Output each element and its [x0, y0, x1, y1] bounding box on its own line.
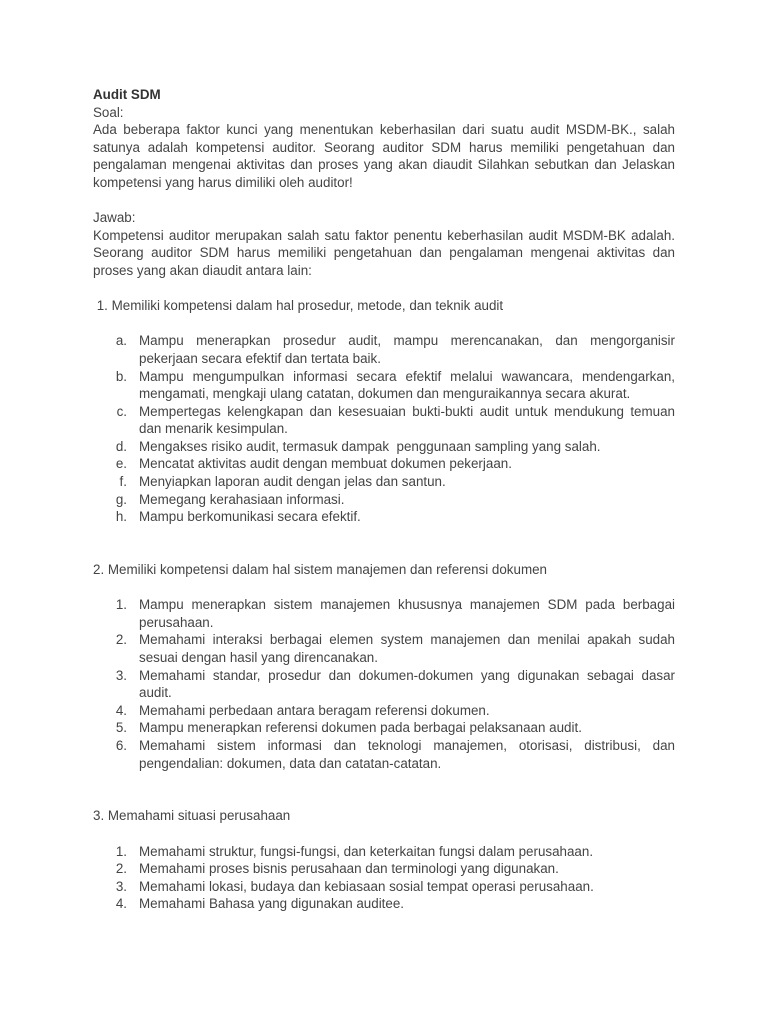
spacer: [93, 579, 675, 597]
section-heading-3: 3. Memahami situasi perusahaan: [93, 808, 291, 824]
list-item: [93, 702, 675, 720]
list-marker: 4.: [115, 896, 127, 912]
list-marker: e.: [115, 456, 127, 472]
list-item-text: Memahami perbedaan antara beragam referensi dokumen.: [139, 702, 490, 718]
list-item-text: Mempertegas kelengkapan dan kesesuaian bukti-bukti audit untuk mendukung temuan dan menarik kesimpulan.: [139, 403, 675, 437]
section-1-list: [93, 332, 675, 526]
list-item-text: Mampu menerapkan referensi dokumen pada berbagai pelaksanaan audit.: [139, 720, 582, 736]
list-marker: 1.: [115, 843, 127, 859]
list-item: [93, 491, 675, 509]
list-item-text: Memahami sistem informasi dan teknologi manajemen, otorisasi, distribusi, dan pengendalian: dokumen, data dan catatan-catatan.: [139, 737, 675, 771]
list-item: [93, 667, 675, 702]
list-item: [93, 878, 675, 896]
list-marker: h.: [115, 509, 127, 525]
section-heading-2: 2. Memiliki kompetensi dalam hal sistem manajemen dan referensi dokumen: [93, 562, 548, 578]
list-marker: f.: [119, 474, 127, 490]
list-item-text: Menyiapkan laporan audit dengan jelas dan santun.: [139, 474, 446, 490]
list-item: [93, 631, 675, 666]
list-item: [93, 596, 675, 631]
list-marker: 3.: [115, 878, 127, 894]
list-marker: b.: [115, 368, 127, 384]
list-item: [93, 332, 675, 367]
soal-text: Ada beberapa faktor kunci yang menentukan keberhasilan dari suatu audit MSDM-BK., salah satunya adalah kompetensi auditor. Seorang auditor SDM harus memiliki pengetahuan dan pengalaman mengenai aktivitas dan proses yang akan diaudit Silahkan sebutkan dan Jelaskan kompetensi yang harus dimiliki oleh auditor!: [93, 122, 675, 190]
list-marker: d.: [115, 438, 127, 454]
list-item-text: Mampu berkomunikasi secara efektif.: [139, 509, 361, 525]
spacer: [93, 772, 675, 790]
list-marker: 4.: [115, 702, 127, 718]
list-item: [93, 895, 675, 913]
list-item: [93, 473, 675, 491]
list-item: [93, 860, 675, 878]
jawab-text: Kompetensi auditor merupakan salah satu faktor penentu keberhasilan audit MSDM-BK adalah. Seorang auditor SDM harus memiliki pengetahuan dan pengalaman mengenai aktivitas dan proses yang akan diaudit antara lain:: [93, 227, 675, 278]
list-item: [93, 737, 675, 772]
list-item-text: Memegang kerahasiaan informasi.: [139, 491, 345, 507]
document-page: [93, 86, 675, 913]
spacer: [93, 280, 675, 298]
list-marker: a.: [115, 333, 127, 349]
list-item: [93, 719, 675, 737]
list-item-text: Mampu menerapkan sistem manajemen khususnya manajemen SDM pada berbagai perusahaan.: [139, 597, 675, 630]
list-item-text: Memahami standar, prosedur dan dokumen-dokumen yang digunakan sebagai dasar audit.: [139, 667, 675, 701]
list-marker: g.: [115, 491, 127, 507]
spacer: [93, 543, 675, 561]
list-marker: 3.: [115, 667, 127, 683]
list-item-text: Mampu mengumpulkan informasi secara efektif melalui wawancara, mendengarkan, mengamati, mengkaji ulang catatan, dokumen dan menguraikannya secara akurat.: [139, 368, 675, 402]
list-marker: 6.: [115, 737, 127, 753]
spacer: [93, 526, 675, 544]
list-item: [93, 368, 675, 403]
list-item-text: Mengakses risiko audit, termasuk dampak penggunaan sampling yang salah.: [139, 438, 601, 454]
section-heading-1: 1. Memiliki kompetensi dalam hal prosedur, metode, dan teknik audit: [93, 298, 504, 314]
list-item-text: Mampu menerapkan prosedur audit, mampu merencanakan, dan mengorganisir pekerjaan secara efektif dan tertata baik.: [139, 333, 675, 366]
document-title: Audit SDM: [93, 87, 161, 102]
list-item-text: Memahami interaksi berbagai elemen system manajemen dan menilai apakah sudah sesuai dengan hasil yang direncanakan.: [139, 632, 675, 665]
section-3-list: [93, 843, 675, 913]
list-marker: 2.: [115, 861, 127, 877]
spacer: [93, 315, 675, 333]
list-item: [93, 508, 675, 526]
list-item-text: Memahami Bahasa yang digunakan auditee.: [139, 896, 405, 912]
list-item-text: Mencatat aktivitas audit dengan membuat dokumen pekerjaan.: [139, 456, 512, 472]
list-item: [93, 438, 675, 456]
list-item-text: Memahami lokasi, budaya dan kebiasaan sosial tempat operasi perusahaan.: [139, 878, 594, 894]
spacer: [93, 825, 675, 843]
spacer: [93, 192, 675, 210]
list-item: [93, 455, 675, 473]
list-item: [93, 403, 675, 438]
section-2-list: [93, 596, 675, 772]
jawab-label: Jawab:: [93, 210, 136, 226]
list-marker: 2.: [115, 632, 127, 648]
list-item: [93, 843, 675, 861]
spacer: [93, 790, 675, 808]
list-item-text: Memahami struktur, fungsi-fungsi, dan keterkaitan fungsi dalam perusahaan.: [139, 843, 594, 859]
list-marker: c.: [116, 403, 127, 419]
list-marker: 1.: [115, 597, 127, 613]
soal-label: Soal:: [93, 104, 124, 120]
list-marker: 5.: [115, 720, 127, 736]
list-item-text: Memahami proses bisnis perusahaan dan terminologi yang digunakan.: [139, 861, 559, 877]
